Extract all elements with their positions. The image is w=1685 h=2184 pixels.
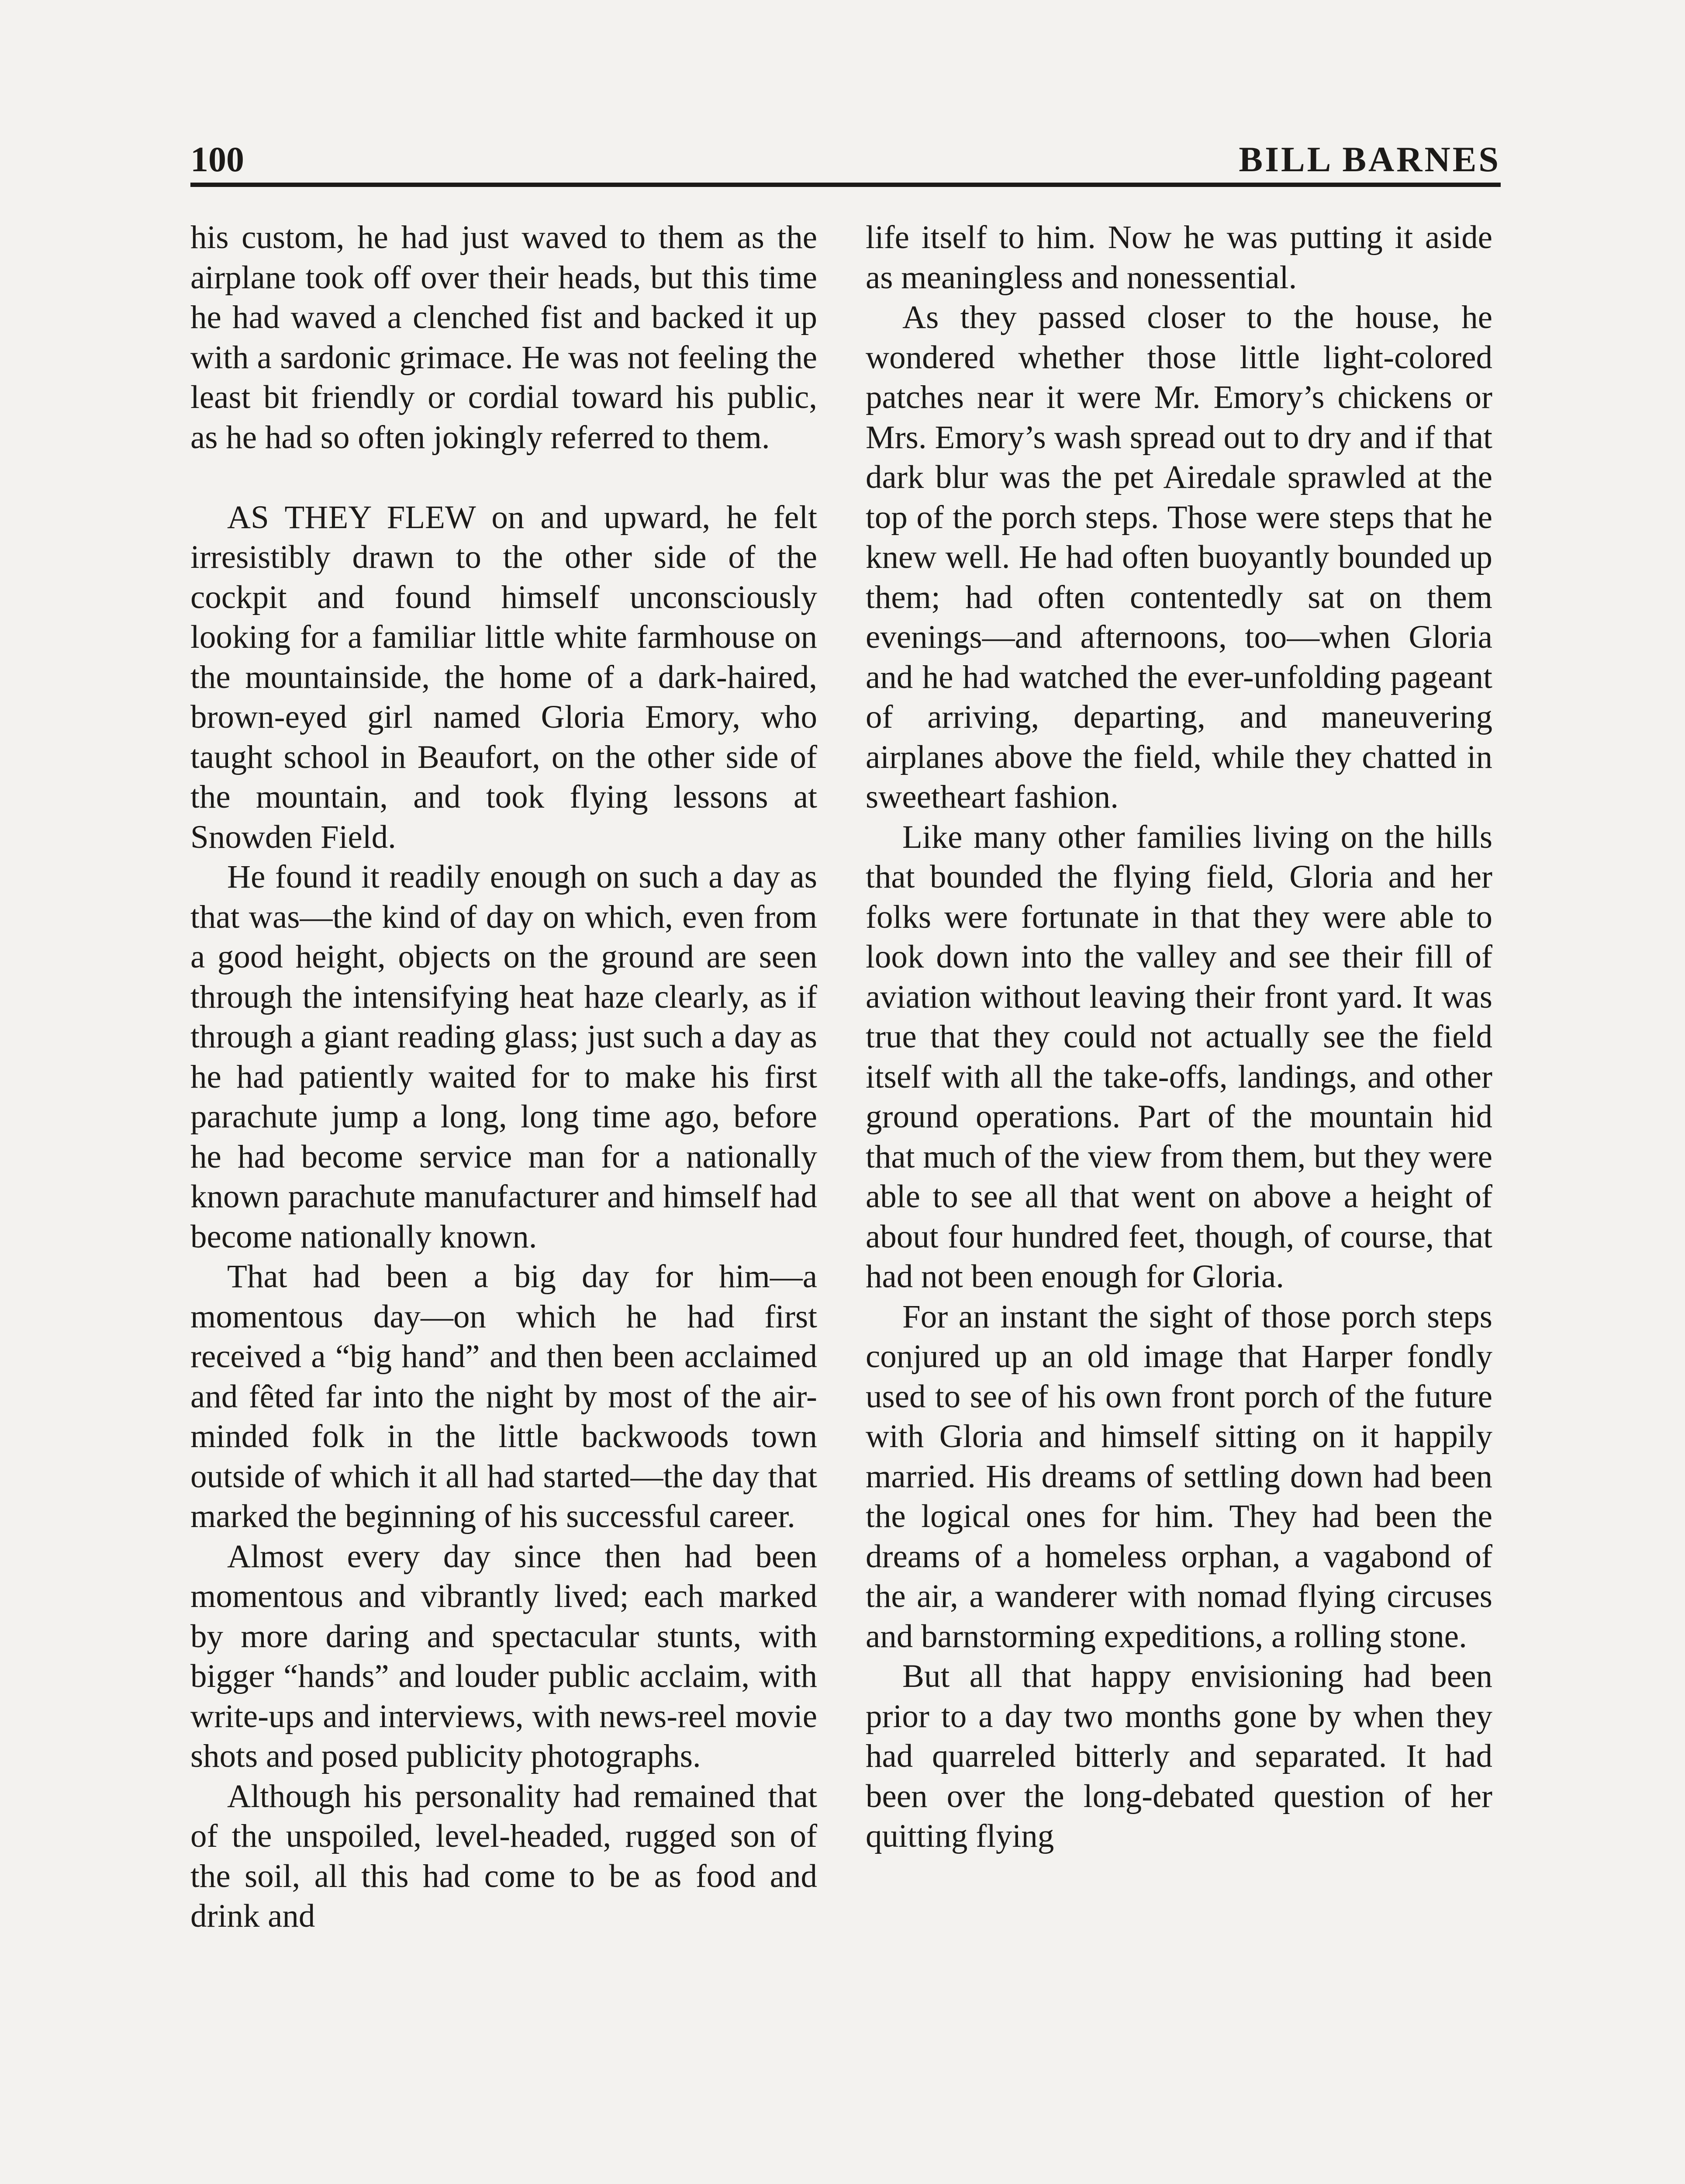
paragraph: But all that happy envisioning had been prior to a day two months gone by when they had quarreled bitterly and separated. It had been over the long-debated question of her quitting flying [866, 1658, 1492, 1854]
paragraph: He found it readily enough on such a day as that was—the kind of day on which, even from a good height, objects on the ground are seen through the intensifying heat haze clearly, as if through a giant reading glass; just such a day as he had patiently waited for to make his first parachute jump a long, long time ago, before he had become service man for a nationally known parachute manufacturer and himself had become nationally known. [190, 859, 817, 1255]
left-column [190, 218, 817, 1936]
paragraph: Although his personality had remained that of the unspoiled, level-headed, rugged son of the soil, all this had come to be as food and drink and [190, 1778, 817, 1934]
page-number: 100 [190, 139, 244, 179]
paragraph: For an instant the sight of those porch steps conjured up an old image that Harper fondly used to see of his own front porch of the future with Gloria and himself sitting on it happily married. His dreams of settling down had been the logical ones for him. They had been the dreams of a homeless orphan, a vagabond of the air, a wanderer with nomad flying circuses and barnstorming expeditions, a rolling stone. [866, 1298, 1492, 1655]
paragraph: That had been a big day for him—a momentous day—on which he had first received a “big hand” and then been acclaimed and fêted far into the night by most of the air-minded folk in the little backwoods town outside of which it all had started—the day that marked the beginning of his successful career. [190, 1258, 817, 1534]
running-title: BILL BARNES [1239, 139, 1501, 179]
paragraph: Almost every day since then had been momentous and vibrantly lived; each marked by more daring and spectacular stunts, with bigger “hands” and louder public acclaim, with write-ups and interviews, with news-reel movie shots and posed publicity photographs. [190, 1538, 817, 1774]
header-rule [190, 183, 1501, 187]
section-start-paragraph: AS THEY FLEW on and upward, he felt irresistibly drawn to the other side of the cockpit and found himself unconsciously looking for a familiar little white farmhouse on the mountainside, the home of a dark-haired, brown-eyed girl named Gloria Emory, who taught school in Beaufort, on the other side of the mountain, and took flying lessons at Snowden Field. [190, 499, 817, 855]
paragraph: Like many other families living on the hills that bounded the flying field, Gloria and her folks were fortunate in that they were able to look down into the valley and see their fill of aviation without leaving their front yard. It was true that they could not actually see the field itself with all the take-offs, landings, and other ground operations. Part of the mountain hid that much of the view from them, but they were able to see all that went on above a height of about four hundred feet, though, of course, that had not been enough for Gloria. [866, 819, 1492, 1295]
right-column [866, 218, 1492, 1856]
running-header [190, 131, 1501, 183]
paragraph: life itself to him. Now he was putting it aside as meaningless and nonessential. [866, 219, 1492, 296]
paragraph: his custom, he had just waved to them as the airplane took off over their heads, but this time he had waved a clenched fist and backed it up with a sardonic grimace. He was not feeling the least bit friendly or cordial toward his public, as he had so often jokingly referred to them. [190, 219, 817, 456]
paragraph: As they passed closer to the house, he wondered whether those little light-colored patches near it were Mr. Emory’s chickens or Mrs. Emory’s wash spread out to dry and if that dark blur was the pet Airedale sprawled at the top of the porch steps. Those were steps that he knew well. He had often buoyantly bounded up them; had often contentedly sat on them evenings—and afternoons, too—when Gloria and he had watched the ever-unfolding pageant of arriving, departing, and maneuvering airplanes above the field, while they chatted in sweetheart fashion. [866, 299, 1492, 815]
